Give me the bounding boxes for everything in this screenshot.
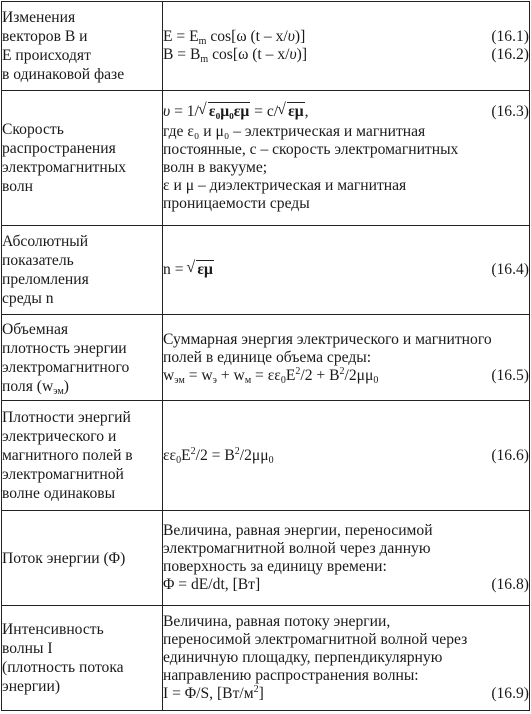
formula-text: )] <box>296 46 308 63</box>
label-line: Плотности энергий <box>2 409 131 426</box>
formula-text: B = B <box>163 46 201 63</box>
row-label <box>2 226 163 315</box>
formula-text: , <box>304 103 309 120</box>
row-label <box>2 91 163 226</box>
label-line: преломления <box>2 271 89 288</box>
row-content <box>163 315 530 401</box>
formula-var: υ <box>287 28 295 45</box>
formula-text: )] <box>294 28 306 45</box>
label-line: показатель <box>2 252 74 269</box>
row-content <box>163 91 530 226</box>
label-line: электрического и <box>2 428 117 445</box>
formula-text: = c/ <box>250 103 279 120</box>
label-line: Скорость <box>2 121 64 138</box>
text-line: где ε₀ и μ₀ – электрическая и магнитная <box>163 123 426 140</box>
text-line: переносимой электромагнитной волной через <box>163 631 468 648</box>
formula-table <box>1 1 530 711</box>
label-line: в одинаковой фазе <box>2 66 125 83</box>
row-content <box>163 606 530 711</box>
table-row <box>2 401 530 511</box>
table-row <box>2 91 530 226</box>
sqrt-symbol <box>278 103 305 121</box>
row-label <box>2 401 163 511</box>
label-line: векторов B и <box>2 28 88 45</box>
row-label <box>2 315 163 401</box>
label-line: Объемная <box>2 320 69 338</box>
formula-text: cos[ω (t – x/ <box>206 28 288 45</box>
equation-number: (16.3) <box>491 103 529 120</box>
formula-text: Φ = dE/dt, [Вт] <box>163 576 261 593</box>
text-line: поверхность за единицу времени: <box>163 558 387 575</box>
text-paragraph: Суммарная энергия электрического и магнитного полей в единице объема среды: <box>163 330 492 366</box>
label-line: Изменения <box>2 9 76 26</box>
formula-line: $w_{эм} = w_э + w_м = \varepsilon\varepsilon_0E^2/2 + B^2/2\mu\mu_0$ (16.5) <box>163 365 529 386</box>
sqrt-symbol <box>187 261 214 279</box>
formula-line <box>163 261 529 279</box>
label-line: Интенсивность <box>2 621 104 638</box>
formula-text: = 1/ <box>170 103 199 120</box>
equation-number: (16.6) <box>491 446 529 464</box>
row-content <box>163 401 530 511</box>
formula-var: υ <box>289 46 297 63</box>
label-line: плотность энергии <box>2 339 127 357</box>
sqrt-content: εμ <box>197 261 213 278</box>
label-line: электромагнитного <box>2 358 130 376</box>
text-line: направлению распространения волны: <box>163 667 419 684</box>
label-line: Абсолютный <box>2 233 89 250</box>
label-line: Поток энергии (Φ) <box>2 549 126 567</box>
formula-sub: m <box>198 36 207 47</box>
table-row <box>2 2 530 91</box>
equation-number: (16.8) <box>491 576 529 593</box>
label-line: энергии) <box>2 678 61 695</box>
formula-text: E = E <box>163 28 199 45</box>
sqrt-content: εμ <box>288 103 304 120</box>
text-line: электромагнитной волной через данную <box>163 540 431 557</box>
label-line: электромагнитной <box>2 466 124 483</box>
text-line: постоянные, с – скорость электромагнитных <box>163 141 459 158</box>
text-line: ε и μ – диэлектрическая и магнитная <box>163 177 407 194</box>
label-line: волне одинаковы <box>2 485 116 502</box>
label-line: (плотность потока <box>2 659 124 676</box>
label-line: поля $(w_{эм})$ <box>2 377 69 397</box>
equation-number: (16.4) <box>491 261 529 278</box>
equation-number: (16.5) <box>491 366 529 384</box>
label-line: волн <box>2 178 33 195</box>
sqrt-symbol <box>199 103 250 121</box>
label-line: магнитного полей в <box>2 447 133 464</box>
text-line: единичную площадку, перпендикулярную <box>163 649 443 666</box>
formula-var: υ <box>163 103 171 120</box>
formula-line <box>163 103 529 121</box>
label-line: электромагнитных <box>2 159 126 176</box>
label-line: среды n <box>2 290 54 307</box>
row-label <box>2 2 163 91</box>
formula-line: $\varepsilon\varepsilon_0E^2/2 = B^2/2\mu\mu_0$ (16.6) <box>163 445 529 466</box>
row-label <box>2 606 163 711</box>
table-row <box>2 511 530 606</box>
text-line: волн в вакууме; <box>163 159 268 176</box>
label-line: волны I <box>2 640 53 657</box>
label-line: распространения <box>2 140 116 157</box>
formula-line <box>163 46 529 64</box>
table-row <box>2 315 530 401</box>
formula-line <box>163 28 529 46</box>
table-row <box>2 606 530 711</box>
equation-number: (16.9) <box>491 685 529 702</box>
label-line: E происходят <box>2 47 91 64</box>
row-content <box>163 511 530 606</box>
formula-text: cos[ω (t – x/ <box>208 46 290 63</box>
row-content <box>163 2 530 91</box>
row-content <box>163 226 530 315</box>
formula-sub: m <box>200 54 209 65</box>
text-line: проницаемости среды <box>163 195 310 212</box>
text-line: Величина, равная энергии, переносимой <box>163 522 433 539</box>
row-label <box>2 511 163 606</box>
sqrt-content: ε₀μ₀εμ <box>208 103 250 120</box>
formula-text: n = <box>163 261 188 278</box>
equation-number: (16.1) <box>491 28 529 45</box>
formula-line <box>163 576 529 594</box>
formula-line: I = Φ/S, $[Вт/м^2]$ (16.9) <box>163 684 529 702</box>
equation-number: (16.2) <box>491 46 529 63</box>
table-row <box>2 226 530 315</box>
text-line: Величина, равная потоку энергии, <box>163 613 391 630</box>
